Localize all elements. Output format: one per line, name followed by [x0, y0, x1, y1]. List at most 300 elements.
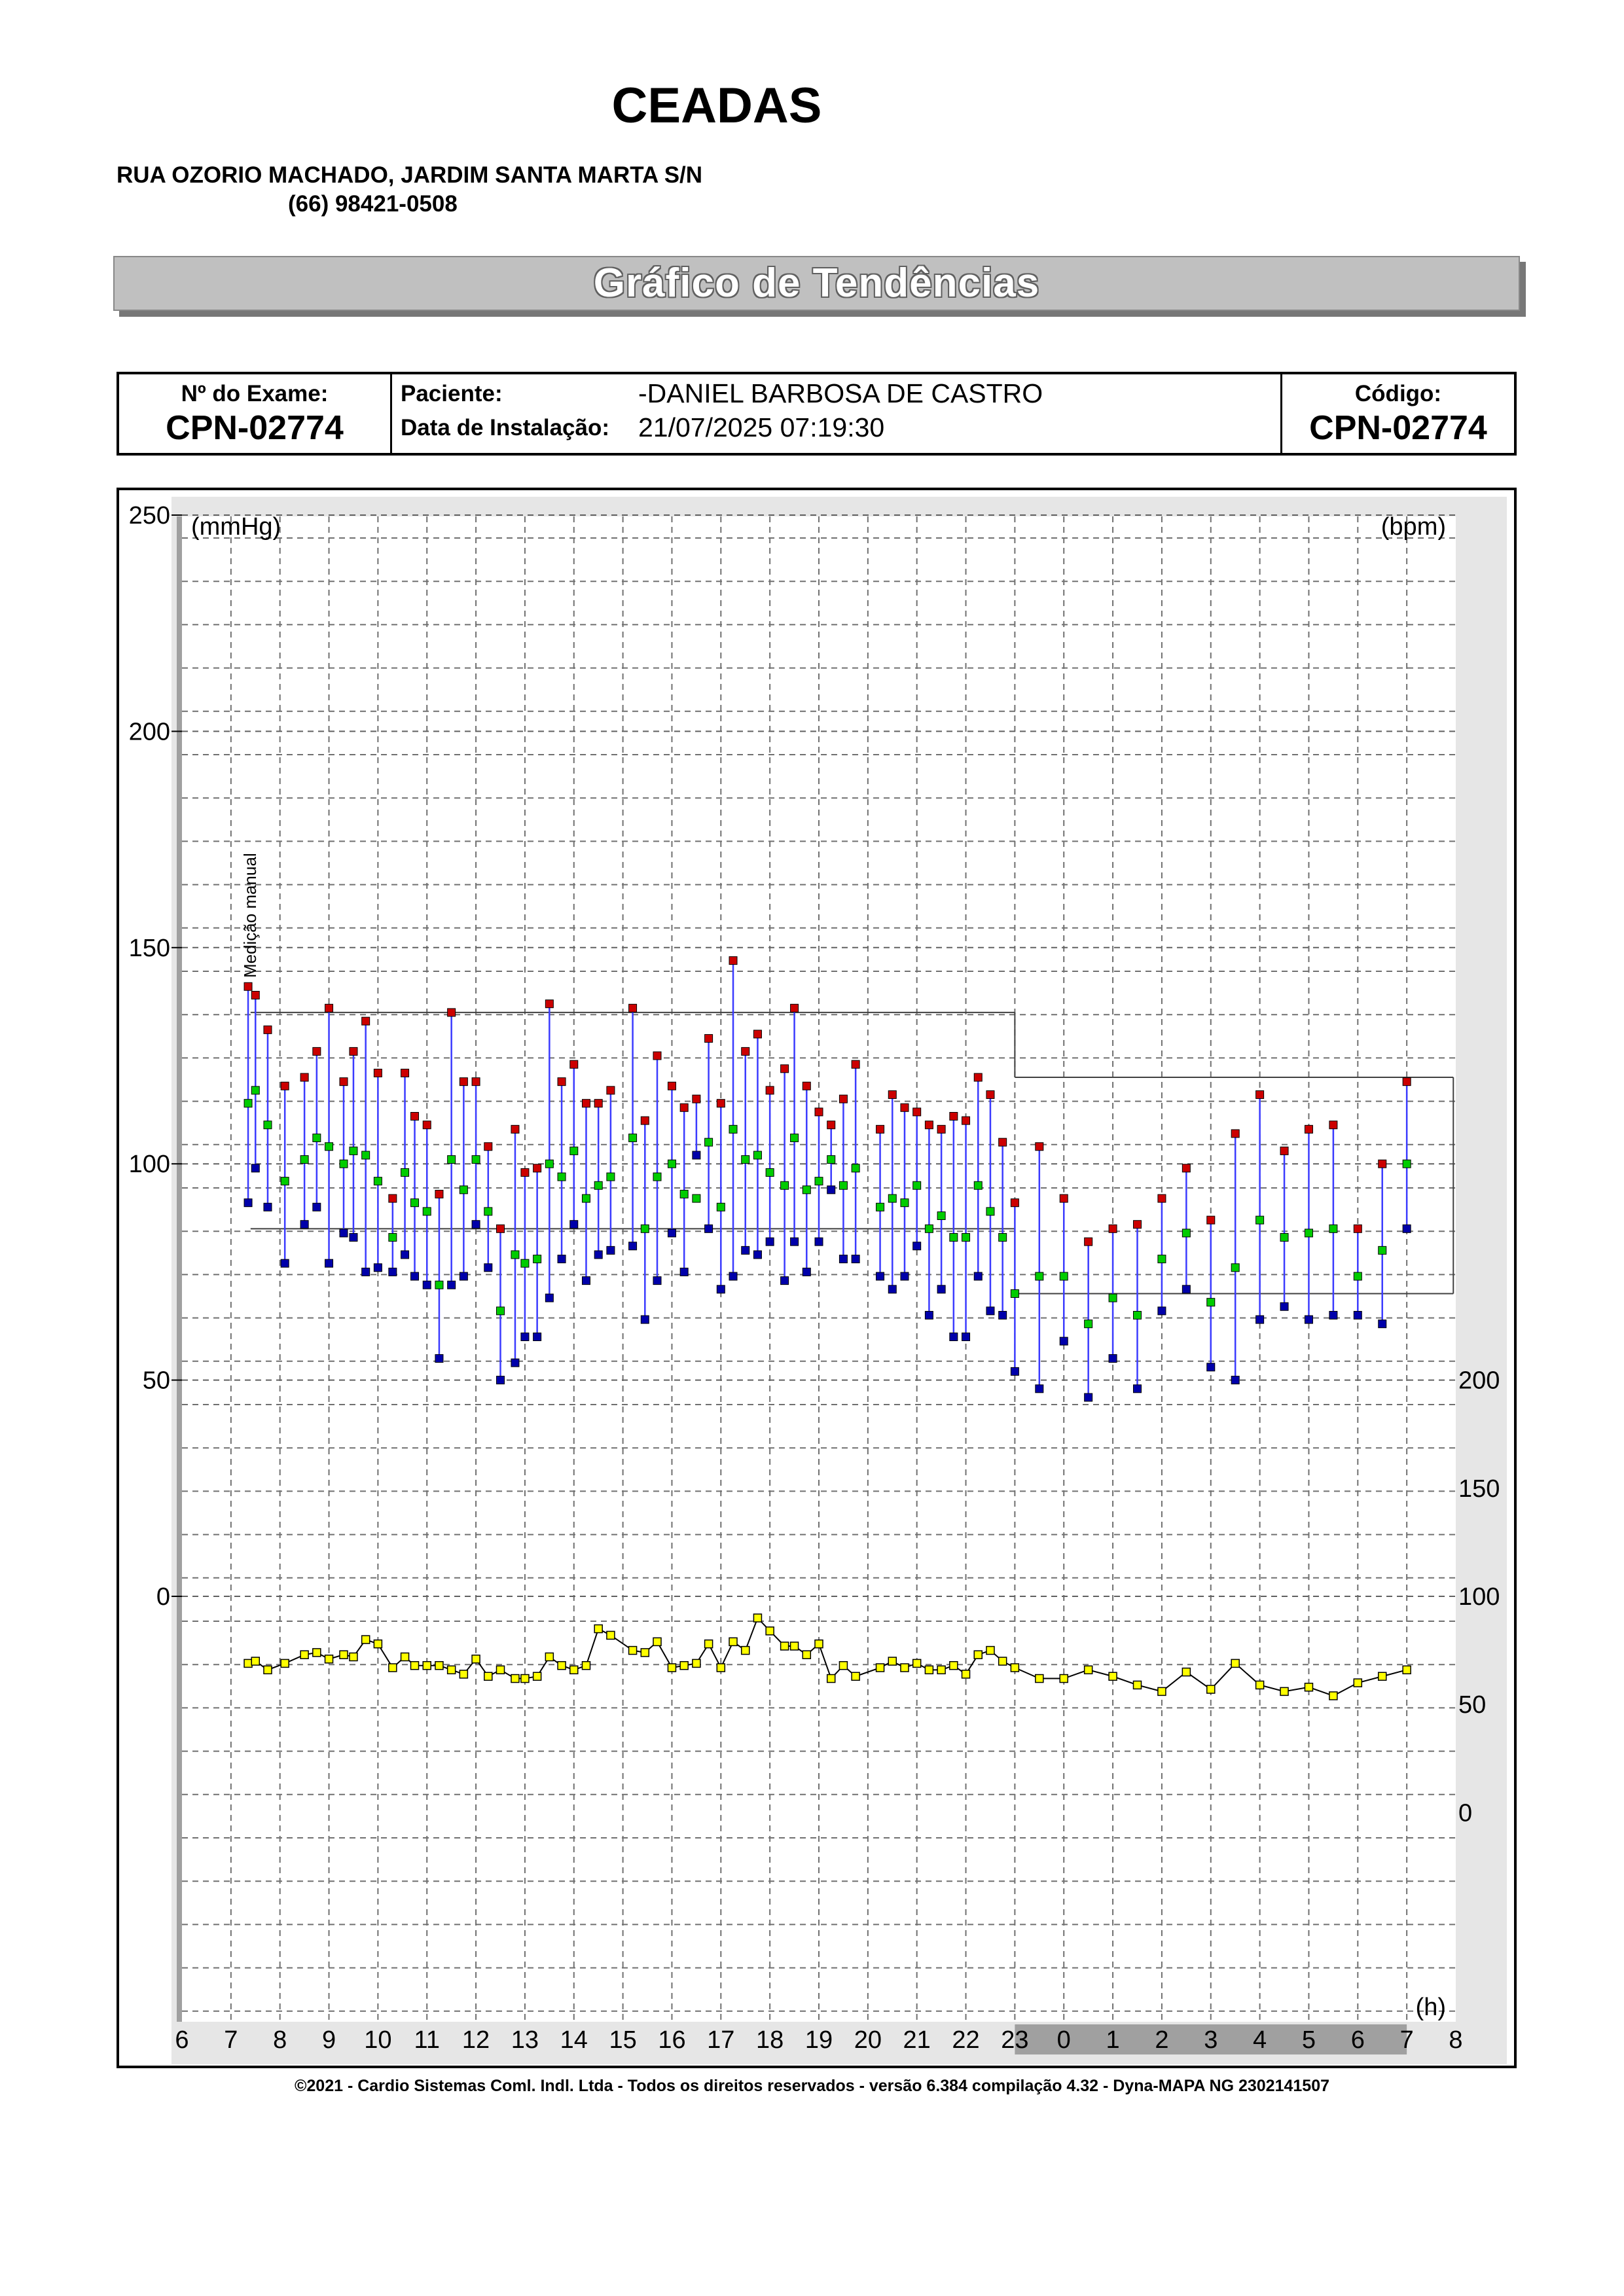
- mean-point: [582, 1194, 590, 1202]
- heart-rate-point: [913, 1659, 921, 1667]
- systolic-point: [545, 1000, 553, 1008]
- copyright-footer: ©2021 - Cardio Sistemas Coml. Indl. Ltda - Todos os direitos reservados - versão 6.384 compilação 4.32 - Dyna-MAPA NG 2302141507: [294, 2077, 1330, 2095]
- diastolic-point: [876, 1272, 884, 1280]
- trend-chart-frame: [117, 488, 1517, 2068]
- mean-point: [1329, 1225, 1337, 1232]
- diastolic-point: [1036, 1385, 1043, 1393]
- left-axis-tick-label: 100: [128, 1151, 170, 1179]
- diastolic-point: [460, 1272, 467, 1280]
- diastolic-point: [1085, 1393, 1092, 1401]
- mean-point: [950, 1234, 958, 1242]
- diastolic-point: [888, 1285, 896, 1293]
- systolic-point: [986, 1090, 994, 1098]
- x-axis-tick-label: 23: [1001, 2026, 1029, 2054]
- systolic-point: [594, 1100, 602, 1107]
- diastolic-point: [374, 1264, 382, 1272]
- systolic-point: [533, 1164, 541, 1172]
- diastolic-point: [448, 1281, 456, 1289]
- heart-rate-point: [680, 1662, 688, 1670]
- systolic-point: [815, 1108, 823, 1116]
- mean-point: [545, 1160, 553, 1168]
- systolic-point: [1231, 1130, 1239, 1138]
- mean-point: [629, 1134, 637, 1142]
- exam-number: CPN-02774: [166, 409, 344, 447]
- heart-rate-point: [1036, 1675, 1043, 1683]
- mean-point: [1036, 1272, 1043, 1280]
- mean-point: [717, 1203, 725, 1211]
- trend-chart: [119, 490, 1514, 2066]
- x-axis-tick-label: 4: [1253, 2026, 1267, 2054]
- systolic-point: [1109, 1225, 1117, 1232]
- x-axis-tick-label: 7: [1399, 2026, 1414, 2054]
- diastolic-point: [484, 1264, 492, 1272]
- exam-number-label: Nº do Exame:: [181, 381, 329, 406]
- heart-rate-point: [1158, 1687, 1166, 1695]
- heart-rate-point: [705, 1640, 713, 1648]
- code-value: CPN-02774: [1309, 409, 1487, 447]
- systolic-point: [1060, 1194, 1068, 1202]
- heart-rate-point: [641, 1649, 649, 1657]
- mean-point: [374, 1177, 382, 1185]
- x-axis-unit-label: (h): [1415, 1994, 1446, 2021]
- systolic-point: [653, 1052, 661, 1060]
- systolic-point: [693, 1095, 700, 1103]
- heart-rate-point: [1207, 1685, 1215, 1693]
- mean-point: [1158, 1255, 1166, 1263]
- heart-rate-point: [300, 1651, 308, 1659]
- diastolic-point: [1256, 1316, 1264, 1323]
- systolic-point: [313, 1047, 321, 1055]
- heart-rate-point: [1011, 1664, 1019, 1672]
- heart-rate-point: [937, 1666, 945, 1674]
- heart-rate-point: [1305, 1683, 1312, 1691]
- systolic-point: [1403, 1078, 1411, 1086]
- patient-label: Paciente:: [401, 381, 503, 406]
- systolic-point: [629, 1004, 637, 1012]
- mean-point: [986, 1208, 994, 1215]
- heart-rate-point: [1329, 1692, 1337, 1700]
- diastolic-point: [472, 1221, 480, 1229]
- mean-point: [852, 1164, 859, 1172]
- diastolic-point: [1060, 1337, 1068, 1345]
- diastolic-point: [753, 1251, 761, 1259]
- mean-point: [570, 1147, 578, 1155]
- diastolic-point: [594, 1251, 602, 1259]
- code-label: Código:: [1354, 381, 1442, 406]
- diastolic-point: [827, 1186, 835, 1194]
- x-axis-tick-label: 13: [511, 2026, 539, 2054]
- systolic-point: [435, 1190, 443, 1198]
- mean-point: [244, 1100, 252, 1107]
- mean-point: [533, 1255, 541, 1263]
- mean-point: [350, 1147, 357, 1155]
- report-title-banner: [113, 256, 1520, 311]
- diastolic-point: [803, 1268, 810, 1276]
- right-axis-tick-label: 100: [1458, 1583, 1500, 1611]
- diastolic-point: [350, 1234, 357, 1242]
- report-title: Gráfico de Tendências: [593, 260, 1040, 306]
- mean-point: [325, 1143, 333, 1151]
- diastolic-point: [362, 1268, 370, 1276]
- mean-point: [1256, 1216, 1264, 1224]
- left-axis-tick-label: 250: [128, 502, 170, 529]
- x-axis-tick-label: 15: [609, 2026, 637, 2054]
- systolic-point: [423, 1121, 431, 1129]
- diastolic-point: [781, 1277, 789, 1285]
- diastolic-point: [729, 1272, 737, 1280]
- x-axis-tick-label: 2: [1155, 2026, 1169, 2054]
- mean-point: [815, 1177, 823, 1185]
- heart-rate-point: [533, 1672, 541, 1680]
- heart-rate-point: [653, 1638, 661, 1645]
- diastolic-point: [1280, 1302, 1288, 1310]
- x-axis-tick-label: 18: [756, 2026, 784, 2054]
- diastolic-point: [717, 1285, 725, 1293]
- diastolic-point: [742, 1246, 749, 1254]
- systolic-point: [925, 1121, 933, 1129]
- systolic-point: [281, 1082, 289, 1090]
- heart-rate-point: [362, 1636, 370, 1643]
- systolic-point: [962, 1117, 970, 1124]
- diastolic-point: [937, 1285, 945, 1293]
- diastolic-point: [244, 1199, 252, 1207]
- systolic-point: [1182, 1164, 1190, 1172]
- heart-rate-point: [558, 1662, 566, 1670]
- heart-rate-point: [1379, 1672, 1386, 1680]
- diastolic-point: [901, 1272, 909, 1280]
- mean-point: [1379, 1246, 1386, 1254]
- diastolic-point: [1134, 1385, 1142, 1393]
- mean-point: [1060, 1272, 1068, 1280]
- heart-rate-point: [974, 1651, 982, 1659]
- heart-rate-point: [340, 1651, 348, 1659]
- heart-rate-point: [244, 1659, 252, 1667]
- diastolic-point: [389, 1268, 397, 1276]
- x-axis-tick-label: 0: [1056, 2026, 1071, 2054]
- mean-point: [251, 1086, 259, 1094]
- diastolic-point: [999, 1311, 1007, 1319]
- heart-rate-point: [925, 1666, 933, 1674]
- mean-point: [1085, 1320, 1092, 1328]
- exam-info-box: [117, 372, 1517, 456]
- systolic-point: [729, 957, 737, 965]
- heart-rate-point: [582, 1662, 590, 1670]
- heart-rate-point: [325, 1655, 333, 1663]
- mean-point: [460, 1186, 467, 1194]
- systolic-point: [742, 1047, 749, 1055]
- x-axis-tick-label: 6: [175, 2026, 189, 2054]
- diastolic-point: [766, 1238, 774, 1246]
- heart-rate-point: [717, 1664, 725, 1672]
- heart-rate-point: [791, 1642, 799, 1650]
- systolic-point: [472, 1078, 480, 1086]
- heart-rate-point: [1256, 1681, 1264, 1689]
- right-axis-tick-label: 0: [1458, 1799, 1473, 1827]
- systolic-point: [264, 1026, 272, 1033]
- systolic-point: [300, 1073, 308, 1081]
- mean-point: [1231, 1264, 1239, 1272]
- systolic-point: [999, 1138, 1007, 1146]
- mean-point: [641, 1225, 649, 1232]
- x-axis-tick-label: 17: [707, 2026, 735, 2054]
- systolic-point: [1305, 1125, 1312, 1133]
- clinic-phone: (66) 98421-0508: [288, 191, 458, 217]
- heart-rate-point: [460, 1670, 467, 1678]
- heart-rate-point: [545, 1653, 553, 1661]
- heart-rate-point: [839, 1662, 847, 1670]
- diastolic-point: [1011, 1367, 1019, 1375]
- heart-rate-point: [264, 1666, 272, 1674]
- heart-rate-point: [629, 1647, 637, 1655]
- systolic-point: [340, 1078, 348, 1086]
- x-axis-tick-label: 3: [1204, 2026, 1218, 2054]
- systolic-point: [570, 1060, 578, 1068]
- systolic-point: [448, 1009, 456, 1016]
- systolic-point: [460, 1078, 467, 1086]
- diastolic-point: [435, 1355, 443, 1363]
- heart-rate-point: [888, 1657, 896, 1665]
- install-date: 21/07/2025 07:19:30: [638, 412, 885, 442]
- mean-point: [999, 1234, 1007, 1242]
- diastolic-point: [313, 1203, 321, 1211]
- patient-name: -DANIEL BARBOSA DE CASTRO: [638, 378, 1043, 408]
- diastolic-point: [839, 1255, 847, 1263]
- left-axis-tick-label: 50: [142, 1367, 170, 1395]
- x-axis-tick-label: 10: [364, 2026, 392, 2054]
- systolic-point: [521, 1168, 529, 1176]
- mean-point: [313, 1134, 321, 1142]
- heart-rate-point: [448, 1666, 456, 1674]
- systolic-point: [839, 1095, 847, 1103]
- systolic-point: [401, 1069, 409, 1077]
- systolic-point: [582, 1100, 590, 1107]
- heart-rate-point: [852, 1672, 859, 1680]
- x-axis-tick-label: 22: [952, 2026, 980, 2054]
- diastolic-point: [251, 1164, 259, 1172]
- systolic-point: [251, 991, 259, 999]
- mean-point: [827, 1156, 835, 1164]
- mean-point: [448, 1156, 456, 1164]
- heart-rate-point: [435, 1662, 443, 1670]
- diastolic-point: [325, 1259, 333, 1267]
- diastolic-point: [925, 1311, 933, 1319]
- diastolic-point: [986, 1307, 994, 1315]
- mean-point: [729, 1125, 737, 1133]
- x-axis-tick-label: 1: [1106, 2026, 1120, 2054]
- diastolic-point: [693, 1151, 700, 1159]
- x-axis-tick-label: 14: [560, 2026, 588, 2054]
- systolic-point: [937, 1125, 945, 1133]
- right-axis-tick-label: 150: [1458, 1475, 1500, 1503]
- x-axis-tick-label: 6: [1350, 2026, 1365, 2054]
- systolic-point: [852, 1060, 859, 1068]
- heart-rate-point: [521, 1675, 529, 1683]
- mean-point: [497, 1307, 505, 1315]
- systolic-point: [325, 1004, 333, 1012]
- heart-rate-point: [511, 1675, 519, 1683]
- left-axis-tick-label: 0: [156, 1583, 170, 1611]
- systolic-point: [484, 1143, 492, 1151]
- x-axis-tick-label: 16: [658, 2026, 686, 2054]
- mean-point: [1207, 1299, 1215, 1306]
- systolic-point: [1256, 1090, 1264, 1098]
- diastolic-point: [653, 1277, 661, 1285]
- systolic-point: [901, 1103, 909, 1111]
- diastolic-point: [1109, 1355, 1117, 1363]
- mean-point: [766, 1168, 774, 1176]
- diastolic-point: [705, 1225, 713, 1232]
- heart-rate-point: [374, 1640, 382, 1648]
- heart-rate-point: [1060, 1675, 1068, 1683]
- heart-rate-point: [1134, 1681, 1142, 1689]
- mean-point: [668, 1160, 676, 1168]
- systolic-point: [1207, 1216, 1215, 1224]
- x-axis-tick-label: 20: [854, 2026, 882, 2054]
- heart-rate-point: [986, 1647, 994, 1655]
- diastolic-point: [607, 1246, 615, 1254]
- systolic-point: [705, 1035, 713, 1043]
- mean-point: [791, 1134, 799, 1142]
- systolic-point: [641, 1117, 649, 1124]
- heart-rate-point: [827, 1675, 835, 1683]
- systolic-point: [374, 1069, 382, 1077]
- heart-rate-point: [484, 1672, 492, 1680]
- mean-point: [901, 1199, 909, 1207]
- exam-number-cell: [119, 374, 392, 453]
- mean-point: [521, 1259, 529, 1267]
- systolic-point: [1329, 1121, 1337, 1129]
- systolic-point: [1011, 1199, 1019, 1207]
- heart-rate-point: [1182, 1668, 1190, 1676]
- x-axis-tick-label: 8: [1449, 2026, 1463, 2054]
- systolic-point: [876, 1125, 884, 1133]
- mean-point: [281, 1177, 289, 1185]
- diastolic-point: [852, 1255, 859, 1263]
- diastolic-point: [582, 1277, 590, 1285]
- mean-point: [653, 1173, 661, 1181]
- heart-rate-point: [389, 1664, 397, 1672]
- x-axis-tick-label: 8: [273, 2026, 287, 2054]
- heart-rate-point: [753, 1614, 761, 1622]
- heart-rate-point: [1403, 1666, 1411, 1674]
- heart-rate-point: [999, 1657, 1007, 1665]
- diastolic-point: [913, 1242, 921, 1250]
- install-date-label: Data de Instalação:: [401, 415, 609, 440]
- systolic-point: [1036, 1143, 1043, 1151]
- heart-rate-point: [766, 1627, 774, 1635]
- code-cell: [1280, 374, 1514, 453]
- diastolic-point: [641, 1316, 649, 1323]
- mean-point: [472, 1156, 480, 1164]
- diastolic-point: [340, 1229, 348, 1237]
- heart-rate-point: [876, 1664, 884, 1672]
- x-axis-tick-label: 21: [903, 2026, 931, 2054]
- right-axis-tick-label: 200: [1458, 1367, 1500, 1395]
- diastolic-point: [680, 1268, 688, 1276]
- mean-point: [839, 1181, 847, 1189]
- heart-rate-point: [815, 1640, 823, 1648]
- systolic-point: [668, 1082, 676, 1090]
- diastolic-point: [411, 1272, 419, 1280]
- systolic-point: [950, 1113, 958, 1121]
- mean-point: [913, 1181, 921, 1189]
- systolic-point: [753, 1030, 761, 1038]
- mean-point: [1305, 1229, 1312, 1237]
- diastolic-point: [1182, 1285, 1190, 1293]
- systolic-point: [803, 1082, 810, 1090]
- x-axis-tick-label: 7: [224, 2026, 238, 2054]
- heart-rate-point: [781, 1642, 789, 1650]
- diastolic-point: [570, 1221, 578, 1229]
- systolic-point: [717, 1100, 725, 1107]
- systolic-point: [511, 1125, 519, 1133]
- systolic-point: [1379, 1160, 1386, 1168]
- left-axis-tick-label: 200: [128, 718, 170, 746]
- heart-rate-point: [1280, 1687, 1288, 1695]
- mean-point: [925, 1225, 933, 1232]
- systolic-point: [1158, 1194, 1166, 1202]
- diastolic-point: [545, 1294, 553, 1302]
- heart-rate-point: [729, 1638, 737, 1645]
- mean-point: [888, 1194, 896, 1202]
- diastolic-point: [281, 1259, 289, 1267]
- mean-point: [264, 1121, 272, 1129]
- heart-rate-point: [411, 1662, 419, 1670]
- diastolic-point: [1207, 1363, 1215, 1371]
- systolic-point: [362, 1017, 370, 1025]
- systolic-point: [1134, 1221, 1142, 1229]
- heart-rate-point: [693, 1659, 700, 1667]
- mean-point: [680, 1190, 688, 1198]
- x-axis-tick-label: 5: [1301, 2026, 1316, 2054]
- diastolic-point: [533, 1333, 541, 1341]
- diastolic-point: [974, 1272, 982, 1280]
- mean-point: [1011, 1289, 1019, 1297]
- mean-point: [974, 1181, 982, 1189]
- systolic-point: [791, 1004, 799, 1012]
- heart-rate-point: [742, 1647, 749, 1655]
- left-axis-unit-label: (mmHg): [191, 513, 281, 541]
- mean-point: [781, 1181, 789, 1189]
- systolic-point: [1354, 1225, 1362, 1232]
- mean-point: [558, 1173, 566, 1181]
- mean-point: [1280, 1234, 1288, 1242]
- systolic-point: [766, 1086, 774, 1094]
- diastolic-point: [1379, 1320, 1386, 1328]
- mean-point: [362, 1151, 370, 1159]
- diastolic-point: [264, 1203, 272, 1211]
- heart-rate-point: [950, 1662, 958, 1670]
- systolic-point: [680, 1103, 688, 1111]
- heart-rate-point: [1231, 1659, 1239, 1667]
- heart-rate-point: [350, 1653, 357, 1661]
- x-axis-tick-label: 12: [461, 2026, 490, 2054]
- mean-point: [594, 1181, 602, 1189]
- systolic-point: [781, 1065, 789, 1073]
- systolic-point: [350, 1047, 357, 1055]
- diastolic-point: [1354, 1311, 1362, 1319]
- systolic-point: [607, 1086, 615, 1094]
- diastolic-point: [815, 1238, 823, 1246]
- mean-point: [401, 1168, 409, 1176]
- mean-point: [389, 1234, 397, 1242]
- diastolic-point: [629, 1242, 637, 1250]
- heart-rate-point: [668, 1664, 676, 1672]
- x-axis-tick-label: 9: [321, 2026, 336, 2054]
- heart-rate-point: [251, 1657, 259, 1665]
- mean-point: [742, 1156, 749, 1164]
- systolic-point: [497, 1225, 505, 1232]
